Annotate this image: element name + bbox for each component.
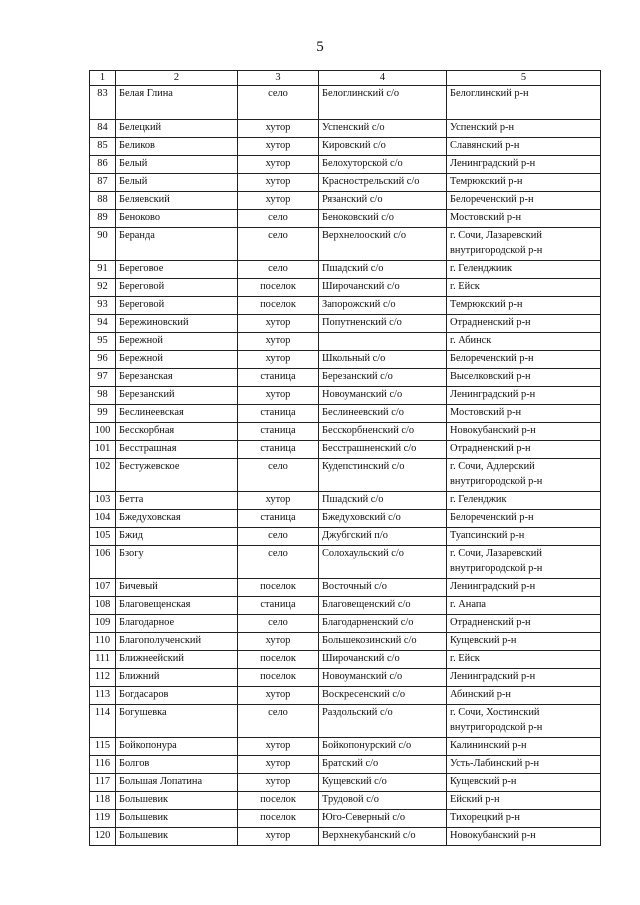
district-cell: [447, 441, 601, 459]
district-continuation: внутригородской р-н: [450, 245, 543, 256]
settlement-name: Бережной: [116, 333, 238, 351]
table-row: [90, 86, 601, 120]
district-cell: [447, 528, 601, 546]
district: Отрадненский р-н: [450, 317, 531, 328]
header-cell: 4: [319, 71, 447, 86]
table-row: [90, 333, 601, 351]
district: Белоглинский р-н: [450, 88, 529, 99]
row-number: 86: [90, 156, 116, 174]
settlement-name: Ближнеейский: [116, 651, 238, 669]
settlement-name: Березанский: [116, 387, 238, 405]
district: Новокубанский р-н: [450, 830, 536, 841]
settlement-name: Богдасаров: [116, 687, 238, 705]
row-number: 90: [90, 228, 116, 261]
rural-council: Попутненский с/о: [319, 315, 447, 333]
table-row: [90, 597, 601, 615]
rural-council: Белохуторской с/о: [319, 156, 447, 174]
settlement-type: село: [238, 210, 319, 228]
row-number: 114: [90, 705, 116, 738]
row-number: 92: [90, 279, 116, 297]
district: Ленинградский р-н: [450, 581, 536, 592]
settlement-name: Благовещенская: [116, 597, 238, 615]
district: Успенский р-н: [450, 122, 515, 133]
table-row: [90, 546, 601, 579]
rural-council: Воскресенский с/о: [319, 687, 447, 705]
rural-council: Трудовой с/о: [319, 792, 447, 810]
table-row: [90, 738, 601, 756]
table-row: [90, 459, 601, 492]
settlement-type: станица: [238, 369, 319, 387]
header-cell: 5: [447, 71, 601, 86]
district: Кущевский р-н: [450, 776, 517, 787]
district-cell: [447, 756, 601, 774]
district: Выселковский р-н: [450, 371, 531, 382]
table-row: [90, 528, 601, 546]
row-number: 96: [90, 351, 116, 369]
district: Ленинградский р-н: [450, 671, 536, 682]
table-row: [90, 810, 601, 828]
district: Мостовский р-н: [450, 407, 522, 418]
row-number: 88: [90, 192, 116, 210]
row-number: 104: [90, 510, 116, 528]
settlement-name: Большевик: [116, 828, 238, 846]
rural-council: Широчанский с/о: [319, 651, 447, 669]
table-row: [90, 705, 601, 738]
district-cell: [447, 120, 601, 138]
district-cell: [447, 705, 601, 738]
table-row: [90, 210, 601, 228]
rural-council: Пшадский с/о: [319, 261, 447, 279]
row-number: 91: [90, 261, 116, 279]
settlement-type: станица: [238, 597, 319, 615]
district-cell: [447, 459, 601, 492]
row-number: 119: [90, 810, 116, 828]
settlement-name: Бесскорбная: [116, 423, 238, 441]
settlement-name: Березанская: [116, 369, 238, 387]
settlement-type: село: [238, 615, 319, 633]
row-number: 83: [90, 86, 116, 120]
row-number: 95: [90, 333, 116, 351]
settlement-name: Береговой: [116, 279, 238, 297]
settlement-type: хутор: [238, 774, 319, 792]
table-row: [90, 156, 601, 174]
district-cell: [447, 633, 601, 651]
settlement-type: хутор: [238, 333, 319, 351]
settlement-name: Бжид: [116, 528, 238, 546]
rural-council: Кущевский с/о: [319, 774, 447, 792]
district-continuation: внутригородской р-н: [450, 476, 543, 487]
rural-council: Бесстрашненский с/о: [319, 441, 447, 459]
row-number: 85: [90, 138, 116, 156]
rural-council: Рязанский с/о: [319, 192, 447, 210]
rural-council: Новоуманский с/о: [319, 387, 447, 405]
row-number: 105: [90, 528, 116, 546]
settlement-name: Большая Лопатина: [116, 774, 238, 792]
district: г. Сочи, Лазаревский: [450, 230, 542, 241]
table-row: [90, 633, 601, 651]
settlement-type: поселок: [238, 792, 319, 810]
row-number: 101: [90, 441, 116, 459]
district-cell: [447, 546, 601, 579]
settlement-name: Бичевый: [116, 579, 238, 597]
district: Белореченский р-н: [450, 512, 534, 523]
district-cell: [447, 351, 601, 369]
row-number: 87: [90, 174, 116, 192]
district-cell: [447, 86, 601, 120]
page-number: 5: [316, 39, 324, 55]
table-row: [90, 687, 601, 705]
settlement-name: Благополученский: [116, 633, 238, 651]
settlement-type: хутор: [238, 756, 319, 774]
settlement-type: хутор: [238, 633, 319, 651]
district-cell: [447, 738, 601, 756]
settlement-name: Бестужевское: [116, 459, 238, 492]
table-row: [90, 828, 601, 846]
settlement-type: село: [238, 528, 319, 546]
settlement-type: поселок: [238, 810, 319, 828]
rural-council: Солохаульский с/о: [319, 546, 447, 579]
settlement-type: село: [238, 228, 319, 261]
table-row: [90, 792, 601, 810]
district-continuation: внутригородской р-н: [450, 563, 543, 574]
header-row: [90, 71, 601, 86]
settlement-name: Белый: [116, 156, 238, 174]
rural-council: Бойкопонурский с/о: [319, 738, 447, 756]
settlement-type: станица: [238, 510, 319, 528]
settlement-name: Бережной: [116, 351, 238, 369]
settlement-name: Бетта: [116, 492, 238, 510]
district: Ленинградский р-н: [450, 389, 536, 400]
header-cell: 1: [90, 71, 116, 86]
district-cell: [447, 792, 601, 810]
settlement-name: Белый: [116, 174, 238, 192]
district-cell: [447, 333, 601, 351]
rural-council: Кудепстинский с/о: [319, 459, 447, 492]
settlement-name: Ближний: [116, 669, 238, 687]
rural-council: Пшадский с/о: [319, 492, 447, 510]
settlement-type: поселок: [238, 669, 319, 687]
district: г. Сочи, Хостинский: [450, 707, 540, 718]
settlement-name: Большевик: [116, 792, 238, 810]
row-number: 110: [90, 633, 116, 651]
row-number: 97: [90, 369, 116, 387]
table-row: [90, 774, 601, 792]
settlement-type: хутор: [238, 738, 319, 756]
row-number: 89: [90, 210, 116, 228]
settlement-type: станица: [238, 423, 319, 441]
rural-council: Джубгский п/о: [319, 528, 447, 546]
row-number: 115: [90, 738, 116, 756]
table-row: [90, 441, 601, 459]
settlement-type: хутор: [238, 492, 319, 510]
district-cell: [447, 210, 601, 228]
settlement-type: хутор: [238, 315, 319, 333]
district: Темрюкский р-н: [450, 176, 523, 187]
settlement-type: поселок: [238, 279, 319, 297]
table-row: [90, 351, 601, 369]
rural-council: Верхнекубанский с/о: [319, 828, 447, 846]
table-row: [90, 669, 601, 687]
settlement-name: Беноково: [116, 210, 238, 228]
district: Калининский р-н: [450, 740, 527, 751]
district-cell: [447, 279, 601, 297]
settlement-type: хутор: [238, 387, 319, 405]
settlement-name: Беранда: [116, 228, 238, 261]
rural-council: Бесскорбненский с/о: [319, 423, 447, 441]
row-number: 111: [90, 651, 116, 669]
row-number: 94: [90, 315, 116, 333]
table-row: [90, 756, 601, 774]
district: г. Ейск: [450, 281, 480, 292]
rural-council: Краснострельский с/о: [319, 174, 447, 192]
settlement-name: Беликов: [116, 138, 238, 156]
settlement-type: хутор: [238, 156, 319, 174]
district: Ленинградский р-н: [450, 158, 536, 169]
settlement-name: Береговой: [116, 297, 238, 315]
district-continuation: внутригородской р-н: [450, 722, 543, 733]
settlement-name: Береговое: [116, 261, 238, 279]
row-number: 118: [90, 792, 116, 810]
settlement-type: поселок: [238, 297, 319, 315]
table-row: [90, 651, 601, 669]
settlement-name: Бесстрашная: [116, 441, 238, 459]
rural-council: Большекозинский с/о: [319, 633, 447, 651]
rural-council: Верхнелооский с/о: [319, 228, 447, 261]
settlement-type: село: [238, 459, 319, 492]
table-row: [90, 387, 601, 405]
rural-council: Новоуманский с/о: [319, 669, 447, 687]
district-cell: [447, 156, 601, 174]
settlement-name: Беляевский: [116, 192, 238, 210]
settlement-type: станица: [238, 405, 319, 423]
district: г. Абинск: [450, 335, 492, 346]
district: г. Сочи, Лазаревский: [450, 548, 542, 559]
district-cell: [447, 828, 601, 846]
rural-council: Беноковский с/о: [319, 210, 447, 228]
settlement-name: Белецкий: [116, 120, 238, 138]
row-number: 100: [90, 423, 116, 441]
table-row: [90, 120, 601, 138]
district: Отрадненский р-н: [450, 443, 531, 454]
rural-council: Бжедуховский с/о: [319, 510, 447, 528]
settlement-type: село: [238, 261, 319, 279]
row-number: 107: [90, 579, 116, 597]
table-row: [90, 192, 601, 210]
rural-council: Широчанский с/о: [319, 279, 447, 297]
row-number: 109: [90, 615, 116, 633]
rural-council: Братский с/о: [319, 756, 447, 774]
district-cell: [447, 579, 601, 597]
table-row: [90, 405, 601, 423]
district: г. Геленджиик: [450, 263, 513, 274]
rural-council: [319, 333, 447, 351]
district-cell: [447, 228, 601, 261]
district-cell: [447, 774, 601, 792]
settlement-name: Беслинеевская: [116, 405, 238, 423]
rural-council: Белоглинский с/о: [319, 86, 447, 120]
rural-council: Запорожский с/о: [319, 297, 447, 315]
district: г. Ейск: [450, 653, 480, 664]
row-number: 106: [90, 546, 116, 579]
district-cell: [447, 138, 601, 156]
header-cell: 3: [238, 71, 319, 86]
district: Усть-Лабинский р-н: [450, 758, 540, 769]
settlement-type: хутор: [238, 687, 319, 705]
district-cell: [447, 669, 601, 687]
settlement-type: поселок: [238, 651, 319, 669]
table-row: [90, 138, 601, 156]
district: Славянский р-н: [450, 140, 520, 151]
settlement-type: хутор: [238, 174, 319, 192]
table-row: [90, 492, 601, 510]
table-row: [90, 510, 601, 528]
table-row: [90, 369, 601, 387]
settlement-name: Богушевка: [116, 705, 238, 738]
district-cell: [447, 492, 601, 510]
settlement-name: Бзогу: [116, 546, 238, 579]
settlement-name: Благодарное: [116, 615, 238, 633]
district: Белореченский р-н: [450, 194, 534, 205]
district-cell: [447, 369, 601, 387]
settlement-type: хутор: [238, 351, 319, 369]
rural-council: Благодарненский с/о: [319, 615, 447, 633]
district-cell: [447, 174, 601, 192]
district-cell: [447, 405, 601, 423]
district-cell: [447, 810, 601, 828]
row-number: 102: [90, 459, 116, 492]
row-number: 84: [90, 120, 116, 138]
row-number: 93: [90, 297, 116, 315]
district-cell: [447, 597, 601, 615]
district: Кущевский р-н: [450, 635, 517, 646]
district-cell: [447, 423, 601, 441]
district: Отрадненский р-н: [450, 617, 531, 628]
district-cell: [447, 687, 601, 705]
settlement-type: хутор: [238, 828, 319, 846]
settlement-name: Болгов: [116, 756, 238, 774]
district-cell: [447, 387, 601, 405]
row-number: 108: [90, 597, 116, 615]
settlement-type: поселок: [238, 579, 319, 597]
rural-council: Раздольский с/о: [319, 705, 447, 738]
table-row: [90, 615, 601, 633]
row-number: 112: [90, 669, 116, 687]
rural-council: Благовещенский с/о: [319, 597, 447, 615]
district: Ейский р-н: [450, 794, 500, 805]
settlement-type: село: [238, 86, 319, 120]
table-body: [90, 86, 601, 846]
rural-council: Юго-Северный с/о: [319, 810, 447, 828]
table-row: [90, 228, 601, 261]
settlement-type: хутор: [238, 192, 319, 210]
district: Тихорецкий р-н: [450, 812, 520, 823]
district-cell: [447, 297, 601, 315]
settlements-table: [89, 70, 601, 846]
district-cell: [447, 192, 601, 210]
table-row: [90, 579, 601, 597]
district: г. Геленджик: [450, 494, 507, 505]
row-number: 98: [90, 387, 116, 405]
district: Абинский р-н: [450, 689, 511, 700]
rural-council: Беслинеевский с/о: [319, 405, 447, 423]
rural-council: Кировский с/о: [319, 138, 447, 156]
settlement-type: станица: [238, 441, 319, 459]
district-cell: [447, 315, 601, 333]
table-row: [90, 279, 601, 297]
row-number: 99: [90, 405, 116, 423]
settlement-type: хутор: [238, 120, 319, 138]
header-cell: 2: [116, 71, 238, 86]
district: Новокубанский р-н: [450, 425, 536, 436]
row-number: 117: [90, 774, 116, 792]
district: Мостовский р-н: [450, 212, 522, 223]
settlement-name: Бжедуховская: [116, 510, 238, 528]
district-cell: [447, 510, 601, 528]
table-row: [90, 297, 601, 315]
settlement-name: Большевик: [116, 810, 238, 828]
district-cell: [447, 261, 601, 279]
rural-council: Березанский с/о: [319, 369, 447, 387]
settlement-name: Белая Глина: [116, 86, 238, 120]
row-number: 120: [90, 828, 116, 846]
table-row: [90, 174, 601, 192]
district: Темрюкский р-н: [450, 299, 523, 310]
table-row: [90, 423, 601, 441]
district-cell: [447, 615, 601, 633]
district-cell: [447, 651, 601, 669]
row-number: 103: [90, 492, 116, 510]
row-number: 113: [90, 687, 116, 705]
rural-council: Восточный с/о: [319, 579, 447, 597]
rural-council: Успенский с/о: [319, 120, 447, 138]
row-number: 116: [90, 756, 116, 774]
settlement-type: село: [238, 705, 319, 738]
settlement-name: Бережиновский: [116, 315, 238, 333]
district: Белореченский р-н: [450, 353, 534, 364]
table-row: [90, 315, 601, 333]
district: г. Анапа: [450, 599, 486, 610]
table-row: [90, 261, 601, 279]
settlement-type: хутор: [238, 138, 319, 156]
district: г. Сочи, Адлерский: [450, 461, 535, 472]
settlement-name: Бойкопонура: [116, 738, 238, 756]
settlement-type: село: [238, 546, 319, 579]
district: Туапсинский р-н: [450, 530, 525, 541]
rural-council: Школьный с/о: [319, 351, 447, 369]
